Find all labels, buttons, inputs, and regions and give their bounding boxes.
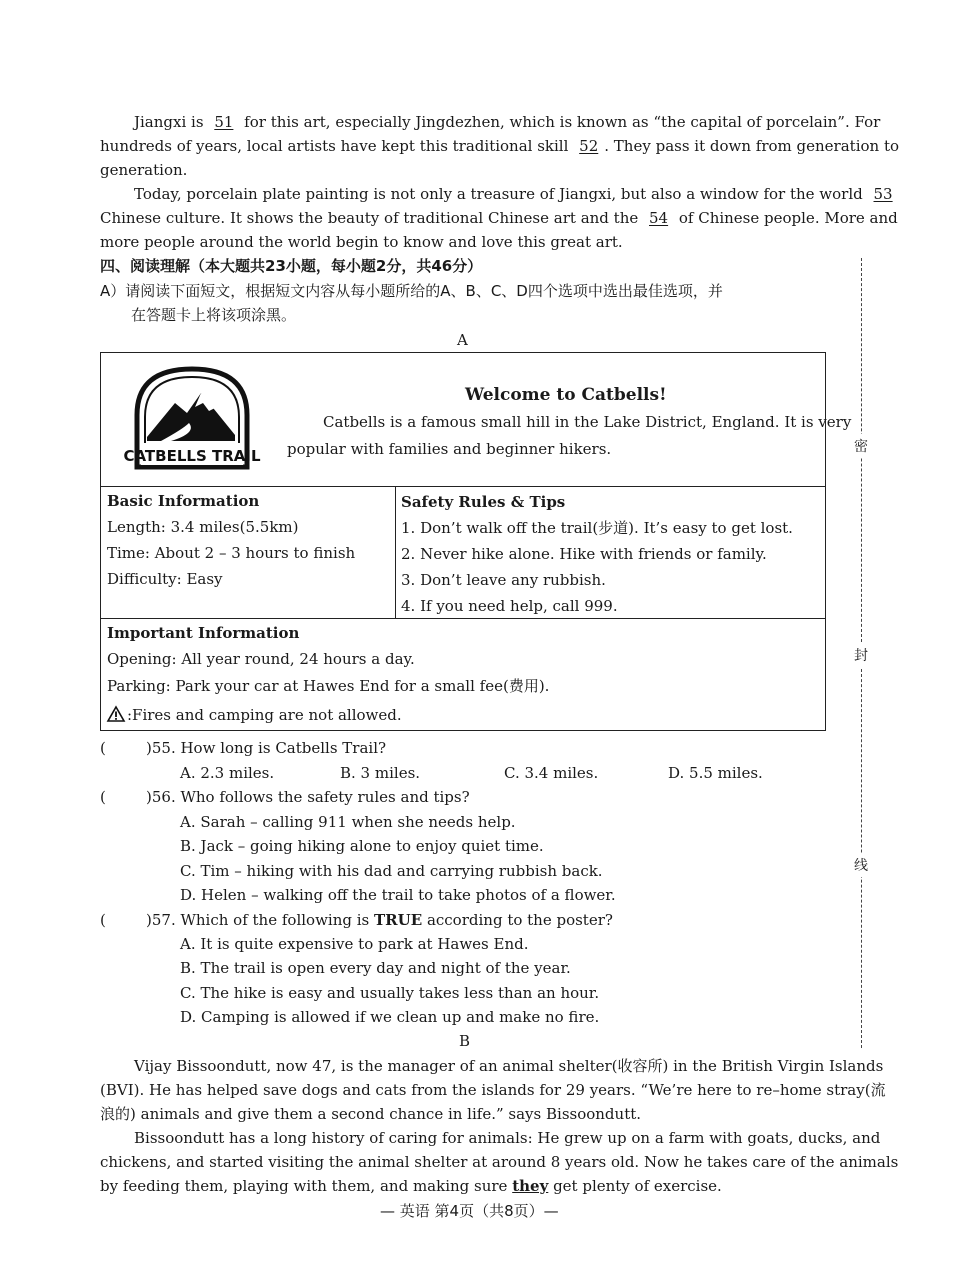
question-55-stem: )55. How long is Catbells Trail? [146,739,387,757]
q56-option-c: C. Tim – hiking with his dad and carrying rubbish back. [180,862,603,880]
seal-char: 线 [854,853,868,877]
passage-b-line: chickens, and started visiting the animal shelter at around 8 years old. Now he takes care of the animals [100,1153,899,1171]
section-instruction: 在答题卡上将该项涂黑。 [131,306,297,324]
question-57-stem: )57. Which of the following is TRUE according to the poster? [146,911,613,929]
column-divider [395,487,396,618]
basic-info-time: Time: About 2 – 3 hours to finish [107,544,356,562]
blank-51: 51 [214,113,234,131]
poster-header [101,353,852,487]
important-parking: Parking: Park your car at Hawes End for a small fee(费用). [107,677,550,695]
q57-option-a: A. It is quite expensive to park at Hawes End. [180,935,529,953]
answer-paren: ( [100,788,106,806]
seal-char: 密 [854,434,868,458]
safety-rule: 2. Never hike alone. Hike with friends or family. [401,545,767,563]
answer-paren: ( [100,739,106,757]
important-warning: :Fires and camping are not allowed. [107,705,402,725]
blank-52: 52 [579,137,599,155]
passage-line: more people around the world begin to know and love this great art. [100,233,623,251]
passage-line: Chinese culture. It shows the beauty of traditional Chinese art and the 54 of Chinese people. More and [100,209,898,227]
passage-label-b: B [459,1032,471,1050]
passage-b-line: by feeding them, playing with them, and making sure they get plenty of exercise. [100,1177,722,1195]
q57-option-c: C. The hike is easy and usually takes less than an hour. [180,984,600,1002]
catbells-poster [100,352,852,731]
q57-option-b: B. The trail is open every day and night of the year. [180,959,571,977]
q57-option-d: D. Camping is allowed if we clean up and make no fire. [180,1008,600,1026]
section-heading: 四、阅读理解（本大题共23小题，每小题2分，共46分） [100,257,483,275]
poster-title: Welcome to Catbells! [465,385,667,405]
basic-info-length: Length: 3.4 miles(5.5km) [107,518,299,536]
important-opening: Opening: All year round, 24 hours a day. [107,650,415,668]
underlined-word-they: they [512,1177,549,1195]
safety-rule: 1. Don’t walk off the trail(步道). It’s easy to get lost. [401,519,793,537]
safety-rule: 4. If you need help, call 999. [401,597,618,615]
basic-info-heading: Basic Information [107,492,260,510]
q56-option-a: A. Sarah – calling 911 when she needs help. [180,813,516,831]
blank-54: 54 [649,209,669,227]
passage-b-line: Vijay Bissoondutt, now 47, is the manager of an animal shelter(收容所) in the British Virgin Islands [134,1057,884,1075]
passage-line: Today, porcelain plate painting is not only a treasure of Jiangxi, but also a window for the world 53 [134,184,899,204]
passage-b-line: 浪的) animals and give them a second chance in life.” says Bissoondutt. [100,1105,642,1123]
poster-info-row [101,487,825,619]
passage-line: hundreds of years, local artists have kept this traditional skill 52 . They pass it down from generation to [100,137,900,155]
passage-line: Jiangxi is 51 for this art, especially Jingdezhen, which is known as “the capital of porcelain”. For [134,113,881,131]
q55-option-a: A. 2.3 miles. [180,764,275,782]
basic-info-difficulty: Difficulty: Easy [107,570,223,588]
q55-option-c: C. 3.4 miles. [504,764,599,782]
question-56-stem: )56. Who follows the safety rules and tips? [146,788,470,806]
passage-line: generation. [100,161,188,179]
q55-option-b: B. 3 miles. [340,764,421,782]
passage-b-line: (BVI). He has helped save dogs and cats from the islands for 29 years. “We’re here to re–home stray(流 [100,1081,886,1099]
q56-option-b: B. Jack – going hiking alone to enjoy quiet time. [180,837,544,855]
blank-53: 53 [873,185,893,203]
warning-icon [107,706,125,722]
page-footer: — 英语 第4页（共8页）— [380,1202,559,1220]
important-heading: Important Information [107,624,300,642]
q56-option-d: D. Helen – walking off the trail to take photos of a flower. [180,886,616,904]
poster-intro: popular with families and beginner hikers. [287,440,612,458]
q55-option-d: D. 5.5 miles. [668,764,763,782]
catbells-trail-logo-icon [123,363,261,475]
answer-paren: ( [100,911,106,929]
passage-b-line: Bissoondutt has a long history of caring for animals: He grew up on a farm with goats, ducks, and [134,1129,881,1147]
passage-label-a: A [457,331,468,349]
poster-important-row [101,619,825,730]
logo-text: CATBELLS TRAIL [123,447,261,465]
safety-rule: 3. Don’t leave any rubbish. [401,571,606,589]
seal-char: 封 [854,643,868,667]
poster-intro: Catbells is a famous small hill in the Lake District, England. It is very [323,413,852,431]
section-instruction: A）请阅读下面短文，根据短文内容从每小题所给的A、B、C、D四个选项中选出最佳选项，并 [100,282,723,300]
safety-heading: Safety Rules & Tips [401,493,566,511]
